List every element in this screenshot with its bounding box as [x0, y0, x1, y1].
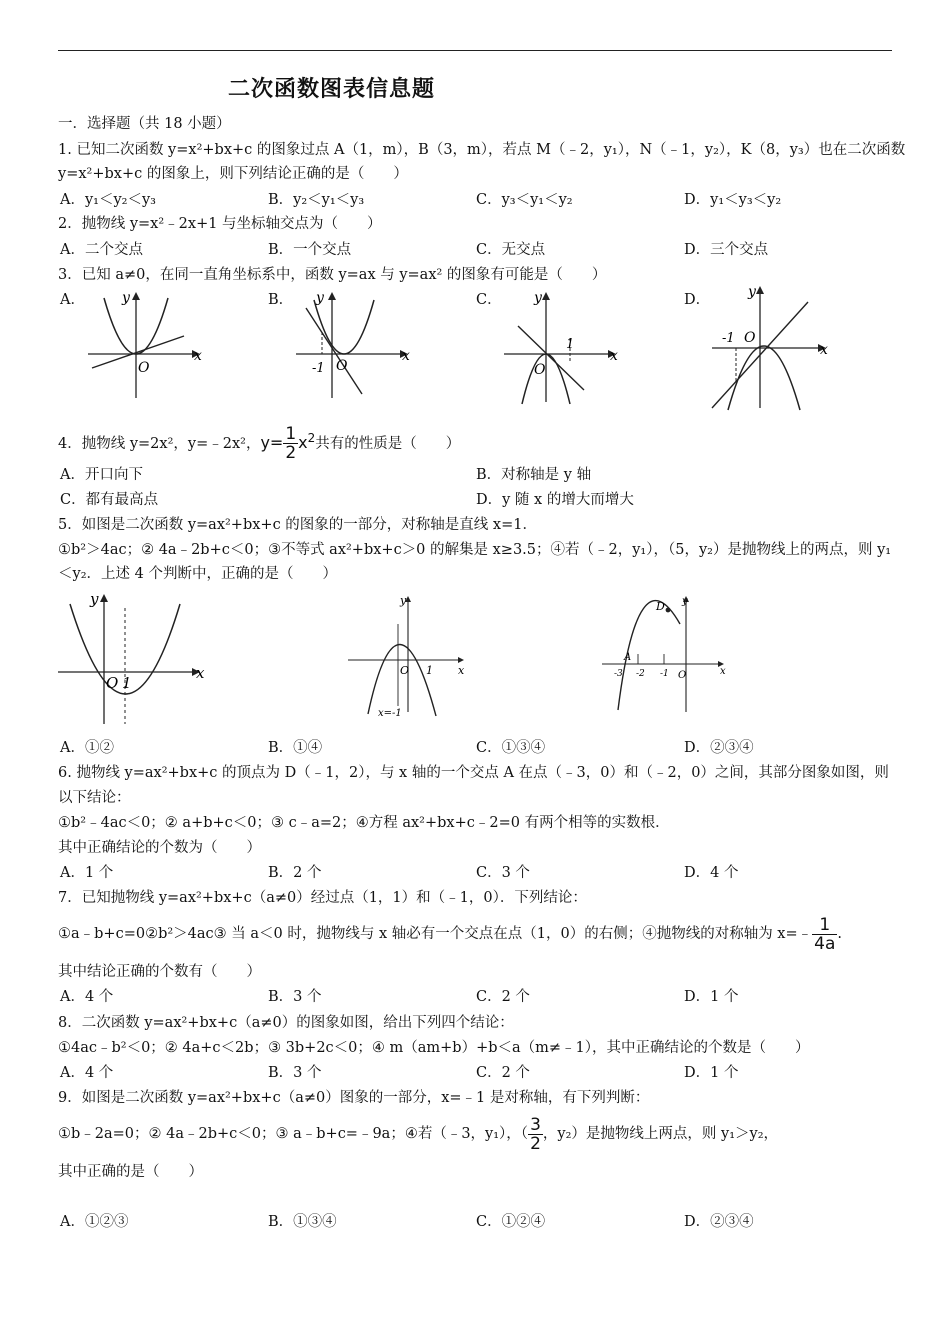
q3b-origin-label: O [336, 358, 348, 374]
q5f1-one-label: 1 [122, 674, 132, 692]
q3-graph-d [708, 282, 838, 412]
q6-line4: 其中正确结论的个数为（ ） [58, 840, 261, 856]
q5f1-x-label: x [196, 664, 205, 682]
q3c-y-label: y [534, 290, 542, 306]
q3d-neg1-label: -1 [722, 331, 735, 346]
q7-option-b: B．3 个 [268, 989, 322, 1005]
q4-line1 [58, 420, 460, 462]
q9-line2-pre: ①b﹣2a=0；② 4a﹣2b+c＜0；③ a﹣b+c=﹣9a；④若（﹣3，y₁），（ [58, 1126, 529, 1142]
q4-option-d: D．y 随 x 的增大而增大 [476, 492, 634, 508]
q7-frac-num: 1 [812, 916, 837, 935]
q1-line1: 1. 已知二次函数 y=x²+bx+c 的图象过点 A（1，m），B（3，m），若点 M（﹣2，y₁），N（﹣1，y₂），K（8，y₃）也在二次函数 [58, 142, 906, 158]
q2-option-c: C．无交点 [476, 242, 546, 258]
q2-line1: 2．抛物线 y=x²﹣2x+1 与坐标轴交点为（ ） [58, 216, 382, 232]
q5f3-origin-label: O [678, 670, 687, 681]
q6-option-a: A．1 个 [60, 865, 114, 881]
q4-option-b: B．对称轴是 y 轴 [476, 467, 592, 483]
q5f3-m1-label: -1 [660, 669, 669, 679]
q7-line2-post: . [837, 926, 842, 942]
q9-fraction [528, 1116, 543, 1153]
q6-line2: 以下结论： [58, 790, 131, 806]
q3d-x-label: x [820, 342, 828, 358]
q3-option-d: D． [684, 292, 711, 308]
q5-option-d: D．②③④ [684, 740, 754, 756]
q8-option-a: A．4 个 [60, 1065, 114, 1081]
q3-option-c: C． [476, 292, 502, 308]
q4-line1-pre: 4．抛物线 y=2x²，y=﹣2x²， [58, 435, 261, 452]
q9-line2 [58, 1114, 778, 1154]
q3-option-b: B． [268, 292, 294, 308]
q6-option-b: B．2 个 [268, 865, 322, 881]
q4-option-c: C．都有最高点 [60, 492, 159, 508]
q5-line2: ①b²＞4ac；② 4a﹣2b+c＜0；③不等式 ax²+bx+c＞0 的解集是 x≥3.5；④若（﹣2，y₁），（5，y₂）是抛物线上的两点，则 y₁ [58, 542, 892, 558]
q7-line3: 其中结论正确的个数有（ ） [58, 964, 261, 980]
q8-option-c: C．2 个 [476, 1065, 530, 1081]
q3a-x-label: x [194, 348, 202, 364]
q3c-x-label: x [610, 348, 618, 364]
q6-line3: ①b²﹣4ac＜0；② a+b+c＜0；③ c﹣a=2；④方程 ax²+bx+c﹣2=0 有两个相等的实数根． [58, 815, 670, 831]
q9-frac-num: 3 [530, 1114, 541, 1135]
q5f1-y-label: y [90, 590, 99, 608]
q1-option-c: C．y₃＜y₁＜y₂ [476, 192, 573, 208]
q1-option-b: B．y₂＜y₁＜y₃ [268, 192, 365, 208]
q4-fraction [283, 425, 298, 462]
q7-line1: 7．已知抛物线 y=ax²+bx+c（a≠0）经过点（1，1）和（﹣1，0）．下列结论： [58, 890, 587, 906]
q5f2-origin-label: O [400, 664, 410, 677]
q3b-x-label: x [402, 348, 410, 364]
q1-option-a: A．y₁＜y₂＜y₃ [60, 192, 156, 208]
q2-option-a: A．二个交点 [60, 242, 143, 258]
top-rule [58, 50, 892, 51]
q5f3-y-label: y [682, 596, 688, 607]
q9-option-d: D．②③④ [684, 1214, 754, 1230]
q9-option-c: C．①②④ [476, 1214, 546, 1230]
q4-frac-den: 2 [285, 443, 297, 464]
q9-line1: 9．如图是二次函数 y=ax²+bx+c（a≠0）图象的一部分，x=﹣1 是对称轴，有下列判断： [58, 1090, 650, 1106]
q1-line2: y=x²+bx+c 的图象上，则下列结论正确的是（ ） [58, 166, 408, 182]
q5f3-x-label: x [720, 666, 726, 677]
q9-option-b: B．①③④ [268, 1214, 337, 1230]
page-title: 二次函数图表信息题 [228, 77, 436, 102]
q8-line1: 8．二次函数 y=ax²+bx+c（a≠0）的图象如图，给出下列四个结论： [58, 1015, 514, 1031]
q5f3-m2-label: -2 [636, 669, 645, 679]
q3-line1: 3．已知 a≠0，在同一直角坐标系中，函数 y=ax 与 y=ax² 的图象有可能是（ ） [58, 267, 607, 283]
q9-frac-den: 2 [530, 1133, 541, 1154]
q3-graph-a [84, 290, 214, 400]
q4-line1-post: 共有的性质是（ ） [315, 435, 461, 452]
q3b-neg1-label: -1 [312, 361, 325, 376]
q5-figure-2 [346, 594, 476, 722]
q9-line2-post: ，y₂）是抛物线上两点，则 y₁＞y₂， [542, 1126, 779, 1142]
q3d-origin-label: O [744, 330, 756, 346]
q7-fraction [812, 916, 837, 953]
q3-graph-b [292, 290, 422, 400]
q1-option-d: D．y₁＜y₃＜y₂ [684, 192, 782, 208]
q6-option-d: D．4 个 [684, 865, 739, 881]
q3c-origin-label: O [534, 362, 546, 378]
q5f1-origin-label: O [106, 674, 119, 692]
q4-frac-num: 1 [285, 424, 297, 445]
q7-option-a: A．4 个 [60, 989, 114, 1005]
q2-option-d: D．三个交点 [684, 242, 769, 258]
q5-option-c: C．①③④ [476, 740, 546, 756]
q4-option-a: A．开口向下 [60, 467, 143, 483]
q3a-origin-label: O [138, 360, 150, 376]
q3d-y-label: y [748, 284, 756, 300]
q7-frac-den: 4a [814, 933, 836, 954]
q3b-y-label: y [316, 290, 324, 306]
q8-line2: ①4ac﹣b²＜0；② 4a+c＜2b；③ 3b+2c＜0；④ m（am+b）+b＜a（m≠﹣1），其中正确结论的个数是（ ） [58, 1040, 810, 1056]
q3-option-a: A． [60, 292, 85, 308]
q4-frac-x: x [298, 432, 308, 452]
q5f3-m3-label: -3 [614, 669, 623, 679]
q7-option-c: C．2 个 [476, 989, 530, 1005]
q8-option-d: D．1 个 [684, 1065, 739, 1081]
q5f2-axis-label: x=-1 [378, 708, 402, 719]
q3a-y-label: y [122, 290, 130, 306]
q9-line3: 其中正确的是（ ） [58, 1164, 203, 1180]
q3c-one-label: 1 [566, 337, 575, 352]
q9-option-a: A．①②③ [60, 1214, 129, 1230]
q5-figure-3 [598, 594, 738, 716]
q5f3-d-label: D [656, 600, 665, 613]
q5-line3: ＜y₂．上述 4 个判断中，正确的是（ ） [58, 566, 337, 582]
q6-option-c: C．3 个 [476, 865, 530, 881]
section-heading: 一．选择题（共 18 小题） [58, 116, 231, 132]
q3-graph-c [500, 290, 630, 410]
q5f3-a-label: A [624, 652, 632, 663]
q7-option-d: D．1 个 [684, 989, 739, 1005]
q7-line2-pre: ①a﹣b+c=0②b²＞4ac③ 当 a＜0 时，抛物线与 x 轴必有一个交点在点（1，0）的右侧；④抛物线的对称轴为 x=﹣ [58, 926, 813, 942]
q5-option-b: B．①④ [268, 740, 323, 756]
q5-line1: 5．如图是二次函数 y=ax²+bx+c 的图象的一部分，对称轴是直线 x=1． [58, 517, 537, 533]
q5f2-one-label: 1 [426, 664, 433, 677]
q7-line2 [58, 914, 842, 954]
q4-frac-y: y= [260, 432, 284, 452]
q5-option-a: A．①② [60, 740, 114, 756]
q2-option-b: B．一个交点 [268, 242, 352, 258]
q4-frac-exp: 2 [307, 431, 316, 445]
q5f2-y-label: y [400, 594, 407, 607]
q8-option-b: B．3 个 [268, 1065, 322, 1081]
q5f2-x-label: x [458, 664, 465, 677]
q5-figure-1 [56, 588, 216, 728]
q6-line1: 6. 抛物线 y=ax²+bx+c 的顶点为 D（﹣1，2），与 x 轴的一个交点 A 在点（﹣3，0）和（﹣2，0）之间，其部分图象如图，则 [58, 765, 889, 781]
